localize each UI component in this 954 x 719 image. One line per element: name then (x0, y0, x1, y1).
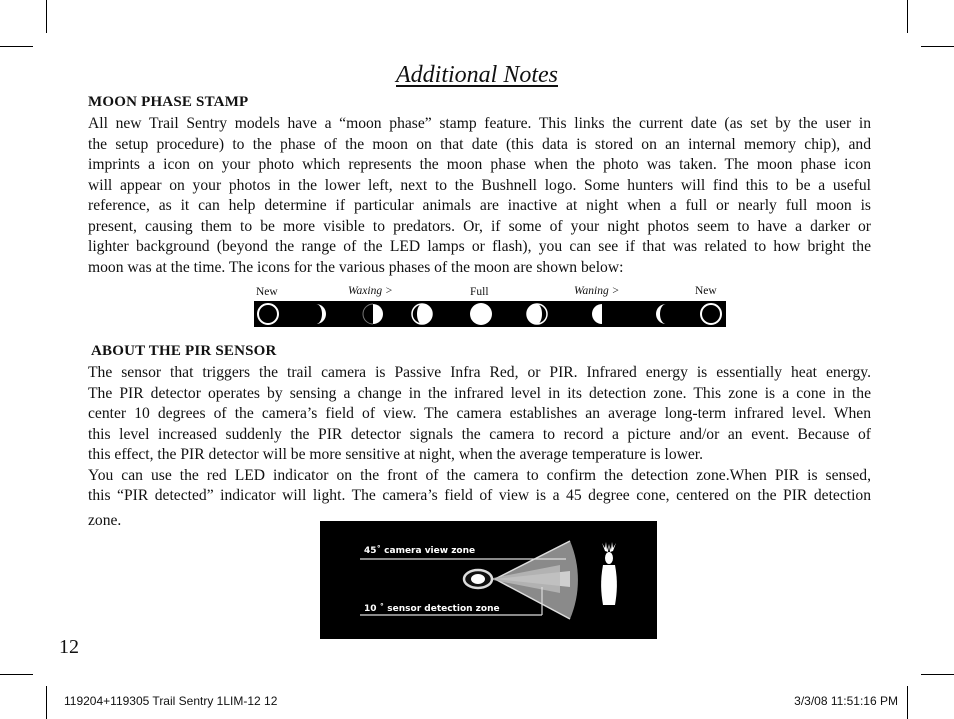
paragraph-line: imprints a icon on your photo which represents the moon phase when the photo was taken. The moon phase icon (88, 156, 871, 173)
pir-sensor-heading: ABOUT THE PIR SENSOR (91, 343, 277, 359)
full-moon-icon (470, 303, 492, 325)
sensor-detection-zone-label: 10 ˚ sensor detection zone (364, 604, 500, 614)
paragraph-line: You can use the red LED indicator on the front of the camera to confirm the detection zone.When PIR is sensed, (88, 466, 871, 484)
waxing-gibbous-icon (412, 304, 432, 324)
paragraph-line: All new Trail Sentry models have a “moon phase” stamp feature. This links the current date (as set by the user in (88, 115, 871, 132)
phase-label-full: Full (470, 286, 489, 298)
paragraph-line: this level increased suddenly the PIR detector signals the camera to record a picture and/or an event. Because of (88, 425, 871, 443)
crop-mark (46, 686, 47, 719)
crop-mark (0, 674, 33, 675)
crop-mark (921, 46, 954, 47)
phase-label-waning: Waning > (574, 285, 620, 297)
page-title: Additional Notes (396, 62, 558, 88)
paragraph-line: present, causing them to be more visible to predators. Or, if some of your night photos seem to have a darker or (88, 217, 871, 235)
camera-icon (464, 570, 492, 588)
crop-mark (0, 46, 33, 47)
paragraph-line: The PIR detector operates by sensing a change in the infrared level in its detection zone. This zone is a cone in the (88, 384, 871, 402)
paragraph-line: lighter background (beyond the range of the LED lamps or flash), you can see if that was related to how bright the (88, 238, 871, 255)
crop-mark (907, 686, 908, 719)
paragraph-line: this “PIR detected” indicator will light. The camera’s field of view is a 45 degree cone, centered on the PIR detection (88, 487, 871, 504)
footer-job-info: 119204+119305 Trail Sentry 1LIM-12 12 (64, 694, 278, 708)
phase-label-waxing: Waxing > (348, 285, 393, 297)
crop-mark (921, 674, 954, 675)
paragraph-line: zone. (88, 511, 122, 529)
paragraph-line: The sensor that triggers the trail camera is Passive Infra Red, or PIR. Infrared energy is essentially heat energy. (88, 364, 871, 381)
paragraph-line: reference, as it can help determine if particular animals are inactive at night when a full or nearly full moon is (88, 197, 871, 214)
paragraph-line: moon was at the time. The icons for the various phases of the moon are shown below: (88, 258, 624, 276)
pir-detection-diagram (320, 521, 657, 639)
crop-mark (46, 0, 47, 33)
moon-phase-heading: MOON PHASE STAMP (88, 94, 249, 110)
new-moon-icon (258, 304, 278, 324)
paragraph-line: the setup procedure) to the phase of the moon on that date (this data is stored on an internal memory chip), and (88, 135, 871, 153)
phase-label-new: New (256, 286, 278, 298)
phase-label-new-end: New (695, 285, 717, 297)
paragraph-line: center 10 degrees of the camera’s field of view. The camera establishes an average long-term infrared level. When (88, 405, 871, 422)
paragraph-line: this effect, the PIR detector will be more sensitive at night, when the average temperature is lower. (88, 446, 704, 463)
waning-gibbous-icon (527, 304, 547, 324)
camera-view-zone-label: 45˚ camera view zone (364, 546, 476, 556)
footer-timestamp: 3/3/08 11:51:16 PM (794, 694, 898, 708)
paragraph-line: will appear on your photos in the lower left, next to the Bushnell logo. Some hunters will find this to be a useful (88, 176, 871, 194)
pir-sensor-paragraph (88, 363, 871, 531)
crop-mark (907, 0, 908, 33)
moon-phase-paragraph (88, 114, 871, 278)
page-number: 12 (59, 636, 79, 658)
moon-phase-icons (254, 301, 726, 327)
new-moon-icon (701, 304, 721, 324)
